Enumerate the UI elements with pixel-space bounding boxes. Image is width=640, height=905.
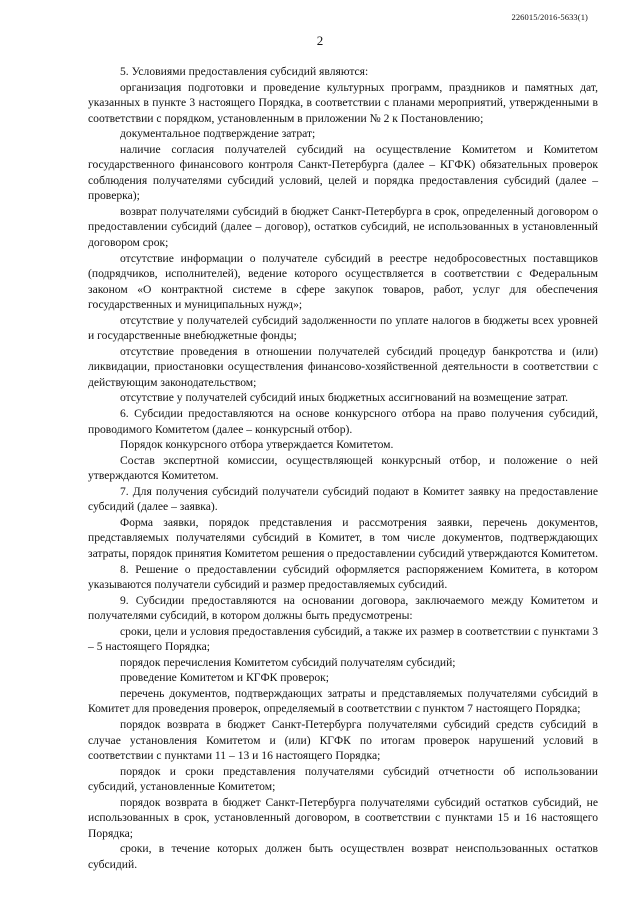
paragraph: возврат получателями субсидий в бюджет Санкт-Петербурга в срок, определенный договором о предоставлении субсидий (далее – договор), остатков субсидий, не использованных в установленный договором срок; [88,204,598,250]
paragraph: наличие согласия получателей субсидий на осуществление Комитетом и Комитетом государственного финансового контроля Санкт-Петербурга (далее – КГФК) обязательных проверок соблюдения получателями субсидий условий, целей и порядка предоставления субсидий (далее – проверка); [88,142,598,203]
paragraph: Порядок конкурсного отбора утверждается Комитетом. [120,438,394,452]
paragraph: сроки, цели и условия предоставления субсидий, а также их размер в соответствии с пунктами 3 – 5 настоящего Порядка; [88,624,598,654]
paragraph: 5. Условиями предоставления субсидий являются: [120,65,369,78]
paragraph: 9. Субсидии предоставляются на основании договора, заключаемого между Комитетом и получателями субсидий, в котором должны быть предусмотрены: [88,593,598,623]
paragraph: порядок возврата в бюджет Санкт-Петербурга получателями субсидий остатков субсидий, не использованных в срок, установленный договором, в соответствии с пунктами 15 и 16 настоящего Порядка; [88,795,598,840]
paragraph: документальное подтверждение затрат; [120,127,316,141]
document-id: 226015/2016-5633(1) [511,12,588,22]
paragraph: порядок возврата в бюджет Санкт-Петербурга получателями субсидий средств субсидий в случае установления Комитетом и (или) КГФК по итогам проверок нарушений условий в соответствии с пунктами 11 – 13 и 16 настоящего Порядка; [88,717,598,763]
paragraph: Форма заявки, порядок представления и рассмотрения заявки, перечень документов, представляемых получателями субсидий в Комитет, в том числе документов, подтверждающих затраты, порядок принятия Комитетом решения о предоставлении субсидий утверждаются Комитетом. [88,515,598,560]
document-body [88,64,598,872]
paragraph: отсутствие у получателей субсидий задолженности по уплате налогов в бюджеты всех уровней и государственные внебюджетные фонды; [88,313,598,343]
paragraph: 6. Субсидии предоставляются на основе конкурсного отбора на право получения субсидий, проводимого Комитетом (далее – конкурсный отбор). [88,407,598,436]
paragraph: порядок перечисления Комитетом субсидий получателям субсидий; [120,655,456,669]
paragraph: сроки, в течение которых должен быть осуществлен возврат неиспользованных остатков субсидий. [88,842,598,871]
paragraph: отсутствие информации о получателе субсидий в реестре недобросовестных поставщиков (подрядчиков, исполнителей), ведение которого осуществляется в соответствии с Федеральным законом «О контрактной системе в сфере закупок товаров, работ, услуг для обеспечения государственных и муниципальных нужд»; [88,251,598,312]
paragraph: отсутствие у получателей субсидий иных бюджетных ассигнований на возмещение затрат. [120,391,569,405]
paragraph: отсутствие проведения в отношении получателей субсидий процедур банкротства и (или) ликвидации, приостановки осуществления финансово-хозяйственной деятельности в соответствии с действующим законодательством; [88,344,598,389]
paragraph: 7. Для получения субсидий получатели субсидий подают в Комитет заявку на предоставление субсидий (далее – заявка). [88,484,598,514]
paragraph: порядок и сроки представления получателями субсидий отчетности об использовании субсидий, установленные Комитетом; [88,764,598,794]
page-number: 2 [316,33,324,48]
paragraph: проведение Комитетом и КГФК проверок; [120,671,330,685]
paragraph: 8. Решение о предоставлении субсидий оформляется распоряжением Комитета, в котором указываются получатели субсидий и размер предоставляемых субсидий. [88,562,598,592]
paragraph: перечень документов, подтверждающих затраты и представляемых получателями субсидий в Комитет для проведения проверок, определяемый в соответствии с пунктом 7 настоящего Порядка; [88,686,598,716]
paragraph: организация подготовки и проведение культурных программ, праздников и памятных дат, указанных в пункте 3 настоящего Порядка, в соответствии с планами мероприятий, утвержденными в соответствии с порядком, установленным в приложении № 2 к Постановлению; [88,80,598,125]
paragraph: Состав экспертной комиссии, осуществляющей конкурсный отбор, и положение о ней утверждаются Комитетом. [88,453,598,483]
